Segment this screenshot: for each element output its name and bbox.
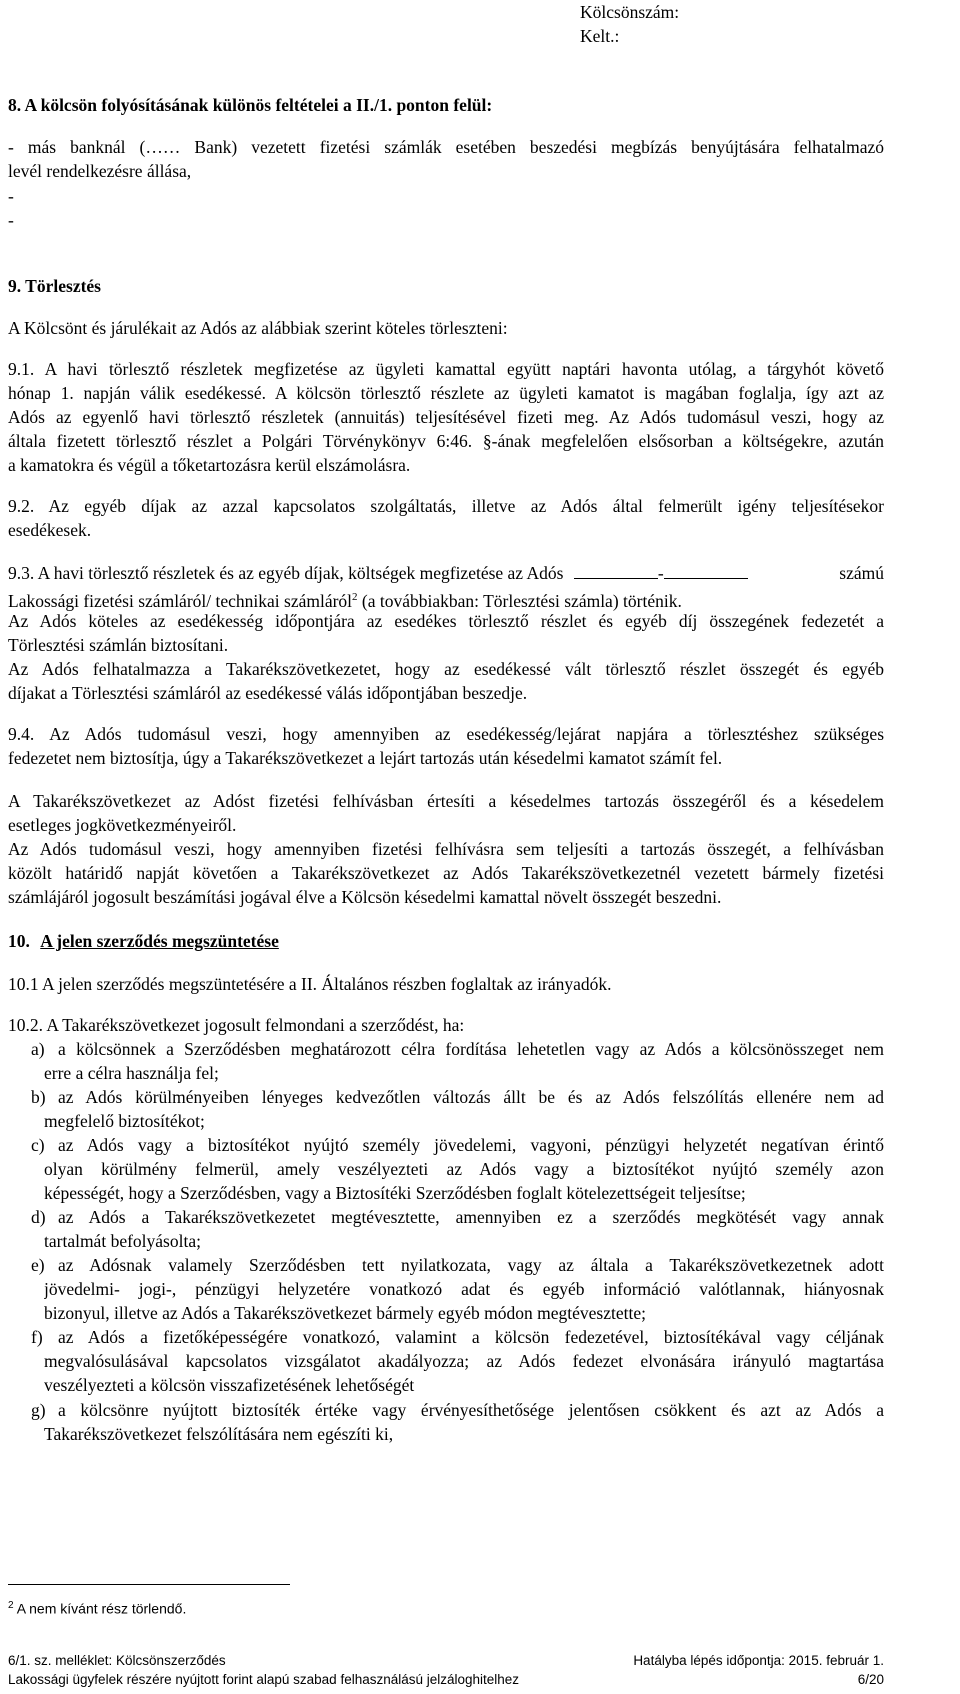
paragraph-9-6-line: közölt határidő napját követően a Takarékszövetkezet az Adós Takarékszövetkezetnél vezetett bármely fizetési — [8, 863, 884, 883]
item-line: képességét, hogy a Szerződésben, vagy a Biztosítéki Szerződésben foglalt kötelezettségeit teljesítse; — [44, 1183, 746, 1203]
section-9-title: 9. Törlesztés — [8, 276, 101, 296]
footnote-separator — [8, 1584, 290, 1585]
item-label: c) — [31, 1135, 45, 1155]
footer-row-1 — [8, 1653, 884, 1669]
paragraph-9-1-line: 9.1. A havi törlesztő részletek megfizetése az ügyleti kamattal együtt naptári havonta utólag, a tárgyhót követő — [8, 359, 884, 379]
page-number: 6/20 — [857, 1672, 884, 1687]
account-number-blank-1 — [574, 564, 658, 579]
section-9-intro: A Kölcsönt és járulékait az Adós az alábbiak szerint köteles törleszteni: — [8, 318, 508, 338]
footnote — [8, 1597, 186, 1618]
account-number-blank-2 — [664, 564, 748, 579]
paragraph-9-6-line: Az Adós tudomásul veszi, hogy amennyiben fizetési felhívásra sem teljesíti a tartozás összegét, a felhívásban — [8, 839, 884, 859]
footnote-text: A nem kívánt rész törlendő. — [16, 1600, 187, 1617]
item-line: olyan körülmény felmerül, amely veszélyezteti az Adós vagy a biztosítékot nyújtó személy azon — [44, 1159, 884, 1179]
paragraph-10-2: 10.2. A Takarékszövetkezet jogosult felmondani a szerződést, ha: — [8, 1015, 465, 1035]
paragraph-9-3-line: Törlesztési számlán biztosítani. — [8, 635, 229, 655]
paragraph-9-5-line: esetleges jogkövetkezményeiről. — [8, 815, 237, 835]
item-line: megfelelő biztosítékot; — [44, 1111, 205, 1131]
footer-product-description: Lakossági ügyfelek részére nyújtott forint alapú szabad felhasználású jelzáloghitelhez — [8, 1672, 520, 1687]
item-line: bizonyul, illetve az Adós a Takarékszövetkezet bármely egyéb módon megtévesztette; — [44, 1303, 646, 1323]
paragraph-9-4-line: fedezetet nem biztosítja, úgy a Takarékszövetkezet a lejárt tartozás után késedelmi kamatot számít fel. — [8, 748, 723, 768]
paragraph-9-5-line: A Takarékszövetkezet az Adóst fizetési felhívásban értesíti a késedelmes tartozás összegéről és a késedelem — [8, 791, 884, 811]
item-line: tartalmát befolyásolta; — [44, 1231, 201, 1251]
item-line: az Adós vagy a biztosítékot nyújtó személy jövedelemi, vagyoni, pénzügyi helyzetét negatívan érintő — [58, 1135, 884, 1155]
item-line: Takarékszövetkezet felszólítására nem egészíti ki, — [44, 1424, 394, 1444]
paragraph-9-3-text-d: (a továbbiakban: Törlesztési számla) történik. — [357, 590, 682, 611]
paragraph-9-2-line: esedékesek. — [8, 520, 92, 540]
footnote-ref: 2 — [352, 591, 358, 603]
paragraph-9-2-line: 9.2. Az egyéb díjak az azzal kapcsolatos szolgáltatás, illetve az Adós által felmerült igény teljesítésekor — [8, 496, 884, 516]
item-line: az Adós a Takarékszövetkezetet megtévesztette, amennyiben ez a szerződés megkötését vagy annak — [58, 1207, 884, 1227]
paragraph-9-1-line: Adós az egyenlő havi törlesztő részletek (annuitás) teljesítésével fizeti meg. Az Adós tudomásul veszi, hogy az — [8, 407, 884, 427]
loan-number-label: Kölcsönszám: — [580, 2, 680, 22]
paragraph-10-1: 10.1 A jelen szerződés megszüntetésére a II. Általános részben foglaltak az irányadók. — [8, 974, 612, 994]
item-line: az Adós a fizetőképességére vonatkozó, valamint a kölcsön fedezetével, biztosítékával vagy céljának — [58, 1327, 884, 1347]
item-line: az Adósnak valamely Szerződésben tett nyilatkozata, vagy az általa a Takarékszövetkezetnek adott — [58, 1255, 884, 1275]
item-line: a kölcsönre nyújtott biztosíték értéke vagy érvényesíthetősége jelentősen csökkent és azt az Adós a — [58, 1400, 884, 1420]
section-8-title: 8. A kölcsön folyósításának különös feltételei a II./1. ponton felül: — [8, 95, 493, 115]
paragraph-9-3-line: Az Adós felhatalmazza a Takarékszövetkezetet, hogy az esedékessé vált törlesztő részlet összegét és egyéb — [8, 659, 884, 679]
item-line: megvalósulásával kapcsolatos vizsgálatot akadályozza; az Adós fedezet elvonására irányuló magtartása — [44, 1351, 884, 1371]
section-8-item-1-line-1: - más banknál (…… Bank) vezetett fizetési számlák esetében beszedési megbízás benyújtására felhatalmazó — [8, 137, 884, 157]
paragraph-9-3-line-1 — [8, 563, 884, 583]
paragraph-9-3-text-a: 9.3. A havi törlesztő részletek és az egyéb díjak, költségek megfizetése az Adós — [8, 563, 564, 583]
section-8-item-3: - — [8, 210, 14, 230]
item-line: erre a célra használja fel; — [44, 1063, 219, 1083]
paragraph-9-3-text-c: Lakossági fizetési számláról/ technikai számláról — [8, 590, 353, 611]
footnote-number: 2 — [8, 1600, 14, 1611]
paragraph-9-1-line: a kamatokra és végül a tőketartozásra kerül elszámolásra. — [8, 455, 411, 475]
paragraph-9-3-line: díjakat a Törlesztési számláról az esedékessé válás időpontjában beszedje. — [8, 683, 528, 703]
item-line: a kölcsönnek a Szerződésben meghatározott célra fordítása lehetetlen vagy az Adós a kölcsönösszeget nem — [58, 1039, 884, 1059]
paragraph-9-3-line-2 — [8, 587, 682, 611]
section-10-title — [8, 931, 279, 951]
section-10-heading: A jelen szerződés megszüntetése — [40, 931, 279, 951]
date-label: Kelt.: — [580, 26, 620, 46]
paragraph-9-1-line: általa fizetett törlesztő részlet a Polgári Törvénykönyv 6:46. §-ának megfelelően elsősorban a költségekre, azután — [8, 431, 884, 451]
item-label: g) — [31, 1400, 46, 1420]
section-10-number: 10. — [8, 931, 30, 951]
footer-effective-date: Hatályba lépés időpontja: 2015. február 1. — [633, 1653, 884, 1668]
paragraph-9-3-line: Az Adós köteles az esedékesség időpontjára az esedékes törlesztő részlet és egyéb díj összegének fedezetét a — [8, 611, 884, 631]
section-8-item-2: - — [8, 186, 14, 206]
section-8-item-1-line-2: levél rendelkezésre állása, — [8, 161, 192, 181]
item-label: d) — [31, 1207, 46, 1227]
item-label: e) — [31, 1255, 45, 1275]
item-line: az Adós körülményeiben lényeges kedvezőtlen változás állt be és az Adós felszólítás ellenére nem ad — [58, 1087, 884, 1107]
paragraph-9-6-line: számlájáról jogosult beszámítási jogával élve a Kölcsön késedelmi kamattal növelt összegét beszedni. — [8, 887, 722, 907]
paragraph-9-4-line: 9.4. Az Adós tudomásul veszi, hogy amennyiben az esedékesség/lejárat napjára a törlesztéshez szükséges — [8, 724, 884, 744]
paragraph-9-3-text-b: számú — [839, 563, 884, 583]
item-label: b) — [31, 1087, 46, 1107]
paragraph-9-1-line: hónap 1. napján válik esedékessé. A kölcsön törlesztő részlete az ügyleti kamatot is magában foglalja, így azt az — [8, 383, 884, 403]
account-dash: - — [657, 563, 664, 583]
item-label: f) — [31, 1327, 43, 1347]
item-line: jövedelmi- jogi-, pénzügyi helyzetére vonatkozó adat és egyéb információ valótlannak, hiányosnak — [44, 1279, 884, 1299]
footer-row-2 — [8, 1672, 884, 1688]
footer-annex-label: 6/1. sz. melléklet: Kölcsönszerződés — [8, 1653, 226, 1668]
item-line: veszélyezteti a kölcsön visszafizetésének lehetőségét — [44, 1375, 415, 1395]
item-label: a) — [31, 1039, 45, 1059]
